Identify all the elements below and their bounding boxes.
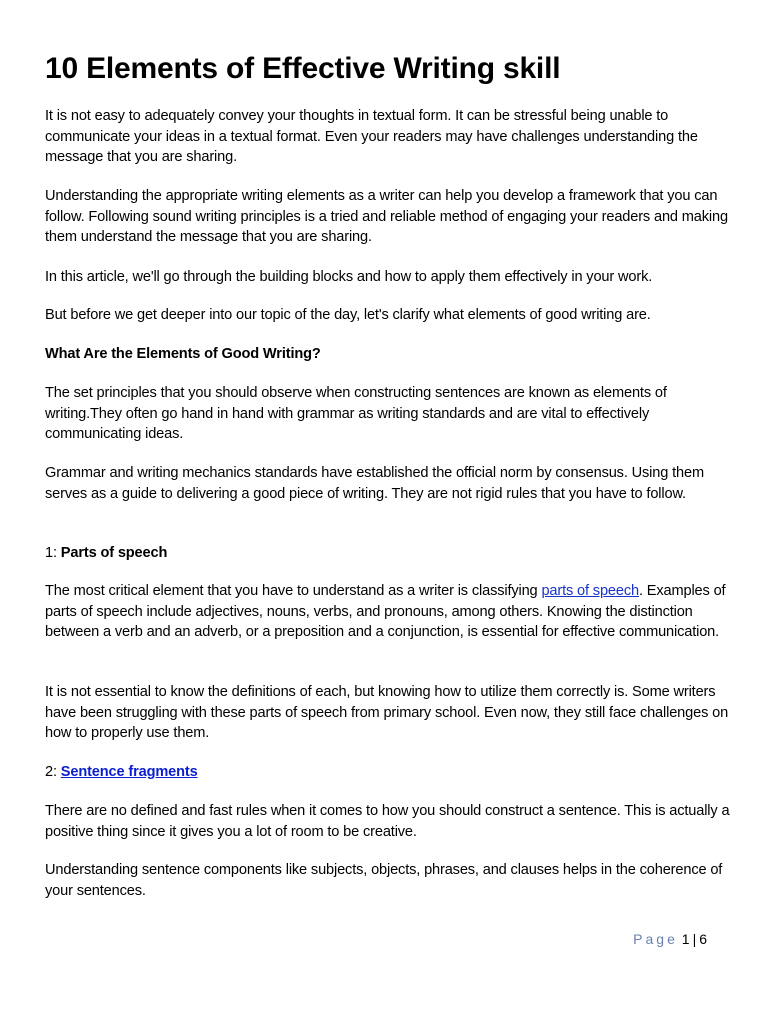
sentence-fragments-link[interactable]: Sentence fragments (60, 764, 198, 780)
sentence-fragments-paragraph-2: Understanding sentence components like subjects, objects, phrases, and clauses helps in the coherence of your sentences. (45, 862, 723, 899)
intro-paragraph-4: But before we get deeper into our topic of the day, let's clarify what elements of good writing are. (45, 307, 651, 323)
elements-paragraph-1: The set principles that you should observe when constructing sentences are known as elements of writing.They often go hand in hand with grammar as writing standards and are vital to effectively communicating ideas. (45, 385, 667, 443)
section-number: 2: (45, 764, 61, 780)
intro-paragraph-3: In this article, we'll go through the building blocks and how to apply them effectively in your work. (45, 269, 653, 285)
total-pages: 6 (699, 931, 707, 947)
page-title: 10 Elements of Effective Writing skill (45, 52, 561, 85)
parts-of-speech-paragraph-2: It is not essential to know the definitions of each, but knowing how to utilize them correctly is. Some writers have been struggling with these parts of speech from primary school. Even now, they still face challenges on how to properly use them. (45, 684, 729, 742)
parts-of-speech-link[interactable]: parts of speech (541, 583, 639, 599)
sentence-fragments-paragraph-1: There are no defined and fast rules when it comes to how you should construct a sentence. This is actually a positive thing since it gives you a lot of room to be creative. (45, 803, 730, 840)
section-heading-sentence-fragments (45, 762, 735, 783)
current-page-number: 1 (681, 931, 690, 947)
section-heading-parts-of-speech (45, 543, 735, 564)
intro-paragraph-1: It is not easy to adequately convey your thoughts in textual form. It can be stressful being unable to communicate your ideas in a textual format. Even your readers may have challenges understanding the message that you are sharing. (45, 108, 698, 166)
section-title: Parts of speech (60, 545, 168, 561)
elements-paragraph-2: Grammar and writing mechanics standards have established the official norm by consensus. Using them serves as a guide to delivering a good piece of writing. They are not rigid rules that you have to follow. (45, 465, 704, 502)
section-heading-elements: What Are the Elements of Good Writing? (45, 346, 321, 362)
paragraph-text: The most critical element that you have to understand as a writer is classifying (45, 583, 542, 599)
paragraph-text: . Examples of parts of speech include adjectives, nouns, verbs, and pronouns, among others. Knowing the distinction between a verb and an adverb, or a preposition and a conjunction, is essential for effective communication. (45, 583, 726, 641)
parts-of-speech-paragraph-1 (45, 581, 735, 643)
page-label: Page (633, 931, 678, 947)
intro-paragraph-2: Understanding the appropriate writing elements as a writer can help you develop a framework that you can follow. Following sound writing principles is a tried and reliable method of engaging your readers and making them understand the message that you are sharing. (45, 188, 728, 246)
page-separator: | (692, 931, 697, 947)
page-footer (633, 929, 707, 949)
section-number: 1: (45, 545, 61, 561)
